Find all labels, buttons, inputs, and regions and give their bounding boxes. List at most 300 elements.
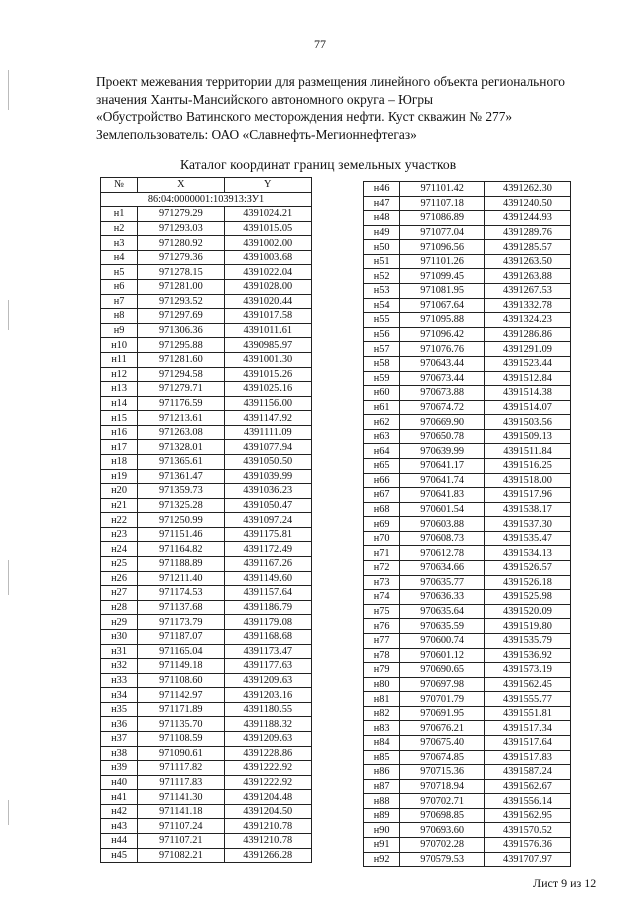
y-coordinate-cell: 4391512.84 [485, 371, 571, 386]
y-coordinate-cell: 4391156.00 [224, 396, 312, 411]
point-number-cell: н84 [364, 735, 400, 750]
point-number-cell: н30 [101, 629, 138, 644]
y-coordinate-cell: 4391517.96 [485, 488, 571, 503]
y-coordinate-cell: 4391017.58 [224, 309, 312, 324]
y-coordinate-cell: 4391556.14 [485, 794, 571, 809]
x-coordinate-cell: 970639.99 [400, 444, 485, 459]
table-row [101, 338, 312, 353]
y-coordinate-cell: 4391228.86 [224, 746, 312, 761]
x-coordinate-cell: 970608.73 [400, 531, 485, 546]
y-coordinate-cell: 4391551.81 [485, 706, 571, 721]
table-row [364, 663, 571, 678]
point-number-cell: н59 [364, 371, 400, 386]
point-number-cell: н7 [101, 294, 138, 309]
x-coordinate-cell: 971279.71 [138, 382, 224, 397]
y-coordinate-cell: 4391535.47 [485, 531, 571, 546]
point-number-cell: н68 [364, 502, 400, 517]
y-coordinate-cell: 4391180.55 [224, 702, 312, 717]
y-coordinate-cell: 4391002.00 [224, 236, 312, 251]
y-coordinate-cell: 4391562.95 [485, 808, 571, 823]
y-coordinate-cell: 4391518.00 [485, 473, 571, 488]
table-row [364, 706, 571, 721]
y-coordinate-cell: 4391175.81 [224, 527, 312, 542]
point-number-cell: н49 [364, 225, 400, 240]
x-coordinate-cell: 970675.40 [400, 735, 485, 750]
scan-edge-mark [8, 70, 9, 110]
x-coordinate-cell: 971171.89 [138, 702, 224, 717]
table-row [364, 327, 571, 342]
point-number-cell: н8 [101, 309, 138, 324]
x-coordinate-cell: 971280.92 [138, 236, 224, 251]
y-coordinate-cell: 4391324.23 [485, 313, 571, 328]
y-coordinate-cell: 4391167.26 [224, 557, 312, 572]
x-coordinate-cell: 971213.61 [138, 411, 224, 426]
y-coordinate-cell: 4391020.44 [224, 294, 312, 309]
x-coordinate-cell: 971141.18 [138, 804, 224, 819]
x-coordinate-cell: 971279.29 [138, 207, 224, 222]
x-coordinate-cell: 971117.83 [138, 775, 224, 790]
table-row [101, 848, 312, 863]
y-coordinate-cell: 4391562.67 [485, 779, 571, 794]
x-coordinate-cell: 971076.76 [400, 342, 485, 357]
point-number-cell: н88 [364, 794, 400, 809]
table-row [101, 542, 312, 557]
x-coordinate-cell: 971165.04 [138, 644, 224, 659]
table-row [364, 429, 571, 444]
point-number-cell: н83 [364, 721, 400, 736]
x-coordinate-cell: 970693.60 [400, 823, 485, 838]
point-number-cell: н44 [101, 834, 138, 849]
y-coordinate-cell: 4391173.47 [224, 644, 312, 659]
y-coordinate-cell: 4391562.45 [485, 677, 571, 692]
x-coordinate-cell: 971096.56 [400, 240, 485, 255]
y-coordinate-cell: 4391015.26 [224, 367, 312, 382]
table-row [364, 575, 571, 590]
table-row [364, 750, 571, 765]
point-number-cell: н74 [364, 590, 400, 605]
y-coordinate-cell: 4391516.25 [485, 458, 571, 473]
point-number-cell: н31 [101, 644, 138, 659]
table-row [101, 469, 312, 484]
x-coordinate-cell: 971117.82 [138, 761, 224, 776]
point-number-cell: н50 [364, 240, 400, 255]
x-coordinate-cell: 971108.60 [138, 673, 224, 688]
point-number-cell: н89 [364, 808, 400, 823]
x-coordinate-cell: 971099.45 [400, 269, 485, 284]
x-coordinate-cell: 971107.18 [400, 196, 485, 211]
y-coordinate-cell: 4391050.47 [224, 498, 312, 513]
point-number-cell: н18 [101, 454, 138, 469]
point-number-cell: н78 [364, 648, 400, 663]
x-coordinate-cell: 970641.83 [400, 488, 485, 503]
x-coordinate-cell: 971086.89 [400, 211, 485, 226]
x-coordinate-cell: 971306.36 [138, 323, 224, 338]
table-row [364, 531, 571, 546]
table-row [364, 386, 571, 401]
table-row [364, 356, 571, 371]
point-number-cell: н43 [101, 819, 138, 834]
y-coordinate-cell: 4391573.19 [485, 663, 571, 678]
y-coordinate-cell: 4391525.98 [485, 590, 571, 605]
y-coordinate-cell: 4391039.99 [224, 469, 312, 484]
x-coordinate-cell: 971325.28 [138, 498, 224, 513]
table-row [101, 425, 312, 440]
table-row [364, 240, 571, 255]
table-row [101, 615, 312, 630]
table-row [364, 852, 571, 867]
x-coordinate-cell: 971082.21 [138, 848, 224, 863]
plot-id: 86:04:0000001:103913:ЗУ1 [101, 192, 312, 207]
point-number-cell: н14 [101, 396, 138, 411]
scan-edge-mark [8, 560, 9, 595]
table-row [101, 411, 312, 426]
table-body-right [364, 182, 571, 867]
table-row [364, 561, 571, 576]
x-coordinate-cell: 970691.95 [400, 706, 485, 721]
point-number-cell: н11 [101, 352, 138, 367]
x-coordinate-cell: 970698.85 [400, 808, 485, 823]
table-row [364, 298, 571, 313]
point-number-cell: н57 [364, 342, 400, 357]
y-coordinate-cell: 4391570.52 [485, 823, 571, 838]
y-coordinate-cell: 4391036.23 [224, 484, 312, 499]
x-coordinate-cell: 970641.17 [400, 458, 485, 473]
point-number-cell: н38 [101, 746, 138, 761]
point-number-cell: н58 [364, 356, 400, 371]
point-number-cell: н41 [101, 790, 138, 805]
table-row [101, 236, 312, 251]
y-coordinate-cell: 4391286.86 [485, 327, 571, 342]
y-coordinate-cell: 4391203.16 [224, 688, 312, 703]
y-coordinate-cell: 4391244.93 [485, 211, 571, 226]
point-number-cell: н56 [364, 327, 400, 342]
table-row [101, 775, 312, 790]
header-line: «Обустройство Ватинского месторождения нефти. Куст скважин № 277» [96, 109, 513, 125]
y-coordinate-cell: 4391291.09 [485, 342, 571, 357]
table-row [101, 717, 312, 732]
column-header-number: № [101, 178, 138, 193]
table-row [364, 808, 571, 823]
x-coordinate-cell: 971164.82 [138, 542, 224, 557]
y-coordinate-cell: 4391050.50 [224, 454, 312, 469]
x-coordinate-cell: 971176.59 [138, 396, 224, 411]
y-coordinate-cell: 4391172.49 [224, 542, 312, 557]
y-coordinate-cell: 4391509.13 [485, 429, 571, 444]
point-number-cell: н19 [101, 469, 138, 484]
table-row [364, 225, 571, 240]
table-row [364, 517, 571, 532]
y-coordinate-cell: 4391520.09 [485, 604, 571, 619]
point-number-cell: н47 [364, 196, 400, 211]
table-row [364, 211, 571, 226]
catalog-title: Каталог координат границ земельных участков [180, 157, 457, 172]
table-row [101, 804, 312, 819]
point-number-cell: н71 [364, 546, 400, 561]
y-coordinate-cell: 4391503.56 [485, 415, 571, 430]
x-coordinate-cell: 970579.53 [400, 852, 485, 867]
header-line: Проект межевания территории для размещения линейного объекта регионального [96, 74, 565, 89]
x-coordinate-cell: 970641.74 [400, 473, 485, 488]
table-row [101, 513, 312, 528]
x-coordinate-cell: 970669.90 [400, 415, 485, 430]
coordinates-table-left [100, 177, 312, 863]
table-row [101, 586, 312, 601]
x-coordinate-cell: 971107.24 [138, 819, 224, 834]
point-number-cell: н91 [364, 838, 400, 853]
table-row [101, 382, 312, 397]
table-row [364, 284, 571, 299]
point-number-cell: н40 [101, 775, 138, 790]
point-number-cell: н23 [101, 527, 138, 542]
table-row [364, 196, 571, 211]
x-coordinate-cell: 970601.12 [400, 648, 485, 663]
y-coordinate-cell: 4391177.63 [224, 659, 312, 674]
x-coordinate-cell: 971108.59 [138, 731, 224, 746]
table-row [364, 648, 571, 663]
point-number-cell: н72 [364, 561, 400, 576]
table-row [101, 454, 312, 469]
y-coordinate-cell: 4391097.24 [224, 513, 312, 528]
y-coordinate-cell: 4391147.92 [224, 411, 312, 426]
y-coordinate-cell: 4391025.16 [224, 382, 312, 397]
point-number-cell: н51 [364, 254, 400, 269]
y-coordinate-cell: 4391517.34 [485, 721, 571, 736]
y-coordinate-cell: 4391024.21 [224, 207, 312, 222]
point-number-cell: н15 [101, 411, 138, 426]
x-coordinate-cell: 970635.64 [400, 604, 485, 619]
point-number-cell: н37 [101, 731, 138, 746]
table-row [364, 444, 571, 459]
point-number-cell: н13 [101, 382, 138, 397]
table-row [364, 838, 571, 853]
header-line: Землепользователь: ОАО «Славнефть-Мегионнефтегаз» [96, 126, 417, 142]
x-coordinate-cell: 970701.79 [400, 692, 485, 707]
x-coordinate-cell: 971365.61 [138, 454, 224, 469]
y-coordinate-cell: 4391204.50 [224, 804, 312, 819]
document-header [96, 73, 616, 143]
y-coordinate-cell: 4391511.84 [485, 444, 571, 459]
point-number-cell: н70 [364, 531, 400, 546]
point-number-cell: н85 [364, 750, 400, 765]
y-coordinate-cell: 4391266.28 [224, 848, 312, 863]
point-number-cell: н36 [101, 717, 138, 732]
sheet-footer: Лист 9 из 12 [533, 876, 597, 890]
y-coordinate-cell: 4391179.08 [224, 615, 312, 630]
column-header-y: Y [224, 178, 312, 193]
point-number-cell: н39 [101, 761, 138, 776]
x-coordinate-cell: 971250.99 [138, 513, 224, 528]
point-number-cell: н62 [364, 415, 400, 430]
x-coordinate-cell: 971067.64 [400, 298, 485, 313]
point-number-cell: н81 [364, 692, 400, 707]
table-row [101, 323, 312, 338]
x-coordinate-cell: 971278.15 [138, 265, 224, 280]
y-coordinate-cell: 4391517.83 [485, 750, 571, 765]
x-coordinate-cell: 971141.30 [138, 790, 224, 805]
table-row [101, 659, 312, 674]
table-row [364, 604, 571, 619]
x-coordinate-cell: 970674.85 [400, 750, 485, 765]
x-coordinate-cell: 971173.79 [138, 615, 224, 630]
table-row [101, 527, 312, 542]
y-coordinate-cell: 4391015.05 [224, 221, 312, 236]
x-coordinate-cell: 970600.74 [400, 633, 485, 648]
y-coordinate-cell: 4391022.04 [224, 265, 312, 280]
y-coordinate-cell: 4391209.63 [224, 673, 312, 688]
point-number-cell: н76 [364, 619, 400, 634]
y-coordinate-cell: 4391332.78 [485, 298, 571, 313]
point-number-cell: н64 [364, 444, 400, 459]
table-row [101, 250, 312, 265]
table-row [364, 692, 571, 707]
y-coordinate-cell: 4391535.79 [485, 633, 571, 648]
y-coordinate-cell: 4391186.79 [224, 600, 312, 615]
x-coordinate-cell: 970674.72 [400, 400, 485, 415]
point-number-cell: н17 [101, 440, 138, 455]
point-number-cell: н24 [101, 542, 138, 557]
point-number-cell: н12 [101, 367, 138, 382]
table-row [101, 207, 312, 222]
table-row [364, 823, 571, 838]
table-row [101, 629, 312, 644]
point-number-cell: н45 [101, 848, 138, 863]
y-coordinate-cell: 4391263.88 [485, 269, 571, 284]
x-coordinate-cell: 970715.36 [400, 765, 485, 780]
y-coordinate-cell: 4391537.30 [485, 517, 571, 532]
x-coordinate-cell: 971293.52 [138, 294, 224, 309]
x-coordinate-cell: 971361.47 [138, 469, 224, 484]
x-coordinate-cell: 970635.77 [400, 575, 485, 590]
point-number-cell: н21 [101, 498, 138, 513]
header-line: значения Ханты-Мансийского автономного округа – Югры [96, 91, 434, 107]
table-row [364, 254, 571, 269]
point-number-cell: н25 [101, 557, 138, 572]
table-row [364, 269, 571, 284]
y-coordinate-cell: 4391210.78 [224, 834, 312, 849]
point-number-cell: н27 [101, 586, 138, 601]
table-row [101, 673, 312, 688]
point-number-cell: н82 [364, 706, 400, 721]
point-number-cell: н55 [364, 313, 400, 328]
table-row [101, 352, 312, 367]
table-row [364, 721, 571, 736]
table-row [101, 498, 312, 513]
y-coordinate-cell: 4391514.07 [485, 400, 571, 415]
y-coordinate-cell: 4391285.57 [485, 240, 571, 255]
table-row [101, 761, 312, 776]
point-number-cell: н73 [364, 575, 400, 590]
table-row [101, 484, 312, 499]
table-row [101, 790, 312, 805]
point-number-cell: н20 [101, 484, 138, 499]
x-coordinate-cell: 971263.08 [138, 425, 224, 440]
table-row [364, 633, 571, 648]
point-number-cell: н10 [101, 338, 138, 353]
x-coordinate-cell: 970697.98 [400, 677, 485, 692]
x-coordinate-cell: 971151.46 [138, 527, 224, 542]
column-header-x: X [138, 178, 224, 193]
y-coordinate-cell: 4391111.09 [224, 425, 312, 440]
y-coordinate-cell: 4391587.24 [485, 765, 571, 780]
x-coordinate-cell: 971142.97 [138, 688, 224, 703]
point-number-cell: н79 [364, 663, 400, 678]
point-number-cell: н75 [364, 604, 400, 619]
y-coordinate-cell: 4391001.30 [224, 352, 312, 367]
y-coordinate-cell: 4391077.94 [224, 440, 312, 455]
x-coordinate-cell: 970635.59 [400, 619, 485, 634]
y-coordinate-cell: 4391523.44 [485, 356, 571, 371]
point-number-cell: н63 [364, 429, 400, 444]
point-number-cell: н33 [101, 673, 138, 688]
y-coordinate-cell: 4391538.17 [485, 502, 571, 517]
x-coordinate-cell: 970673.88 [400, 386, 485, 401]
table-row [101, 280, 312, 295]
coordinates-table-right [363, 181, 571, 867]
point-number-cell: н46 [364, 182, 400, 197]
x-coordinate-cell: 971187.07 [138, 629, 224, 644]
x-coordinate-cell: 971137.68 [138, 600, 224, 615]
y-coordinate-cell: 4391210.78 [224, 819, 312, 834]
y-coordinate-cell: 4391707.97 [485, 852, 571, 867]
table-row [101, 265, 312, 280]
point-number-cell: н9 [101, 323, 138, 338]
x-coordinate-cell: 971077.04 [400, 225, 485, 240]
y-coordinate-cell: 4391536.92 [485, 648, 571, 663]
point-number-cell: н54 [364, 298, 400, 313]
x-coordinate-cell: 970643.44 [400, 356, 485, 371]
point-number-cell: н29 [101, 615, 138, 630]
table-body-left [101, 207, 312, 863]
y-coordinate-cell: 4391289.76 [485, 225, 571, 240]
point-number-cell: н5 [101, 265, 138, 280]
point-number-cell: н32 [101, 659, 138, 674]
x-coordinate-cell: 971188.89 [138, 557, 224, 572]
y-coordinate-cell: 4391168.68 [224, 629, 312, 644]
table-row [364, 779, 571, 794]
y-coordinate-cell: 4391517.64 [485, 735, 571, 750]
point-number-cell: н65 [364, 458, 400, 473]
y-coordinate-cell: 4391240.50 [485, 196, 571, 211]
y-coordinate-cell: 4391209.63 [224, 731, 312, 746]
point-number-cell: н1 [101, 207, 138, 222]
y-coordinate-cell: 4390985.97 [224, 338, 312, 353]
x-coordinate-cell: 970690.65 [400, 663, 485, 678]
y-coordinate-cell: 4391204.48 [224, 790, 312, 805]
point-number-cell: н53 [364, 284, 400, 299]
table-row [364, 502, 571, 517]
point-number-cell: н61 [364, 400, 400, 415]
x-coordinate-cell: 971211.40 [138, 571, 224, 586]
y-coordinate-cell: 4391222.92 [224, 775, 312, 790]
x-coordinate-cell: 971295.88 [138, 338, 224, 353]
table-row [101, 819, 312, 834]
x-coordinate-cell: 971279.36 [138, 250, 224, 265]
point-number-cell: н6 [101, 280, 138, 295]
table-row [364, 590, 571, 605]
x-coordinate-cell: 971281.60 [138, 352, 224, 367]
table-row [364, 677, 571, 692]
point-number-cell: н42 [101, 804, 138, 819]
y-coordinate-cell: 4391222.92 [224, 761, 312, 776]
y-coordinate-cell: 4391534.13 [485, 546, 571, 561]
y-coordinate-cell: 4391267.53 [485, 284, 571, 299]
x-coordinate-cell: 970612.78 [400, 546, 485, 561]
x-coordinate-cell: 971328.01 [138, 440, 224, 455]
x-coordinate-cell: 971174.53 [138, 586, 224, 601]
table-row [364, 794, 571, 809]
table-row [364, 546, 571, 561]
y-coordinate-cell: 4391526.57 [485, 561, 571, 576]
